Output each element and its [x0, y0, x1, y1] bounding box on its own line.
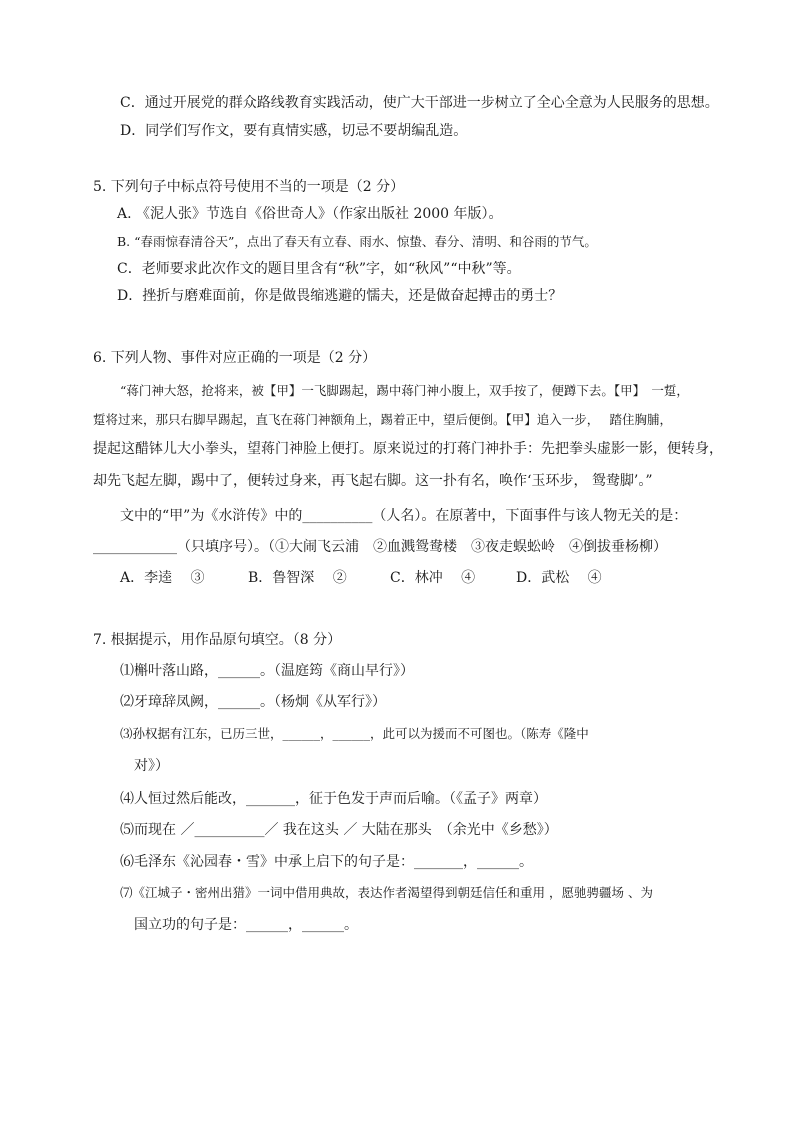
q6-passage-line-1: “蒋门神大怒，抢将来，被【甲】一飞脚踢起，踢中蒋门神小腹上，双手按了，便蹲下去。【甲】 一踅， [120, 383, 689, 398]
q5-option-b: B. “春雨惊春清谷天”，点出了春天有立春、雨水、惊蛰、春分、清明、和谷雨的节气。 [117, 234, 597, 249]
q5-stem: 5. 下列句子中标点符号使用不当的一项是（2 分） [93, 179, 405, 195]
q6-option-c: C．林冲 ④ [390, 570, 476, 586]
q7-item-6: ⑹毛泽东《沁园春・雪》中承上启下的句子是：_______，______。 [120, 854, 533, 870]
q5-option-a: A. 《泥人张》节选自《俗世奇人》（作家出版社 2000 年版）。 [117, 206, 503, 222]
q7-stem: 7. 根据提示，用作品原句填空。（8 分） [93, 632, 342, 648]
q4-option-d: D．同学们写作文，要有真情实感，切忌不要胡编乱造。 [120, 123, 468, 139]
q7-item-7-line-2: 国立功的句子是：______，______。 [134, 917, 358, 933]
q6-passage-line-2: 踅将过来，那只右脚早踢起，直飞在蒋门神额角上，踢着正中，望后便倒。【甲】追入一步， 踏住胸脯， [93, 412, 672, 427]
q7-item-3-line-2: 对》） [134, 758, 169, 774]
q6-option-a: A．李逵 ③ [120, 570, 205, 586]
q6-passage-line-3: 提起这醋钵儿大小拳头，望蒋门神脸上便打。原来说过的打蒋门神扑手：先把拳头虚影一影，便转身， [93, 441, 723, 457]
q4-option-c: C．通过开展党的群众路线教育实践活动，使广大干部进一步树立了全心全意为人民服务的思想。 [120, 95, 719, 111]
q6-options [120, 568, 602, 588]
q6-question-line-2: ____________（只填序号）。（①大闹飞云浦 ②血溅鸳鸯楼 ③夜走蜈蚣岭 ④倒拔垂杨柳） [93, 539, 667, 555]
q7-item-7-line-1: ⑺《江城子・密州出猎》一词中借用典故，表达作者渴望得到朝廷信任和重用 ，愿驰骋疆场 、为 [120, 885, 653, 900]
q5-option-c: C．老师要求此次作文的题目里含有“秋”字，如“秋风”“中秋”等。 [117, 261, 521, 277]
q6-option-b: B．鲁智深 ② [248, 570, 347, 586]
q7-item-4: ⑷人恒过然后能改，_______，征于色发于声而后喻。（《孟子》两章） [120, 791, 547, 807]
q6-stem: 6. 下列人物、事件对应正确的一项是（2 分） [93, 350, 377, 366]
q7-item-1: ⑴槲叶落山路，______。（温庭筠《商山早行》） [120, 663, 414, 679]
q7-item-3-line-1: ⑶孙权据有江东，已历三世，______，______，此可以为援而不可图也。（陈寿《隆中 [120, 726, 589, 741]
q6-option-d: D．武松 ④ [516, 570, 602, 586]
q7-item-2: ⑵牙璋辞凤阙，______。（杨炯《从军行》） [120, 694, 386, 710]
q6-passage-line-4: 却先飞起左脚，踢中了，便转过身来，再飞起右脚。这一扑有名，唤作‘玉环步， 鸳鸯脚’。” [93, 473, 653, 489]
q5-option-d: D．挫折与磨难面前，你是做畏缩逃避的懦夫，还是做奋起搏击的勇士？ [117, 288, 563, 304]
q6-question-line-1: 文中的“甲”为《水浒传》中的__________（人名）。在原著中，下面事件与该人物无关的是： [120, 508, 688, 524]
q7-item-5: ⑸而现在 ／__________／ 我在这头 ／ 大陆在那头 （余光中《乡愁》） [120, 822, 558, 838]
